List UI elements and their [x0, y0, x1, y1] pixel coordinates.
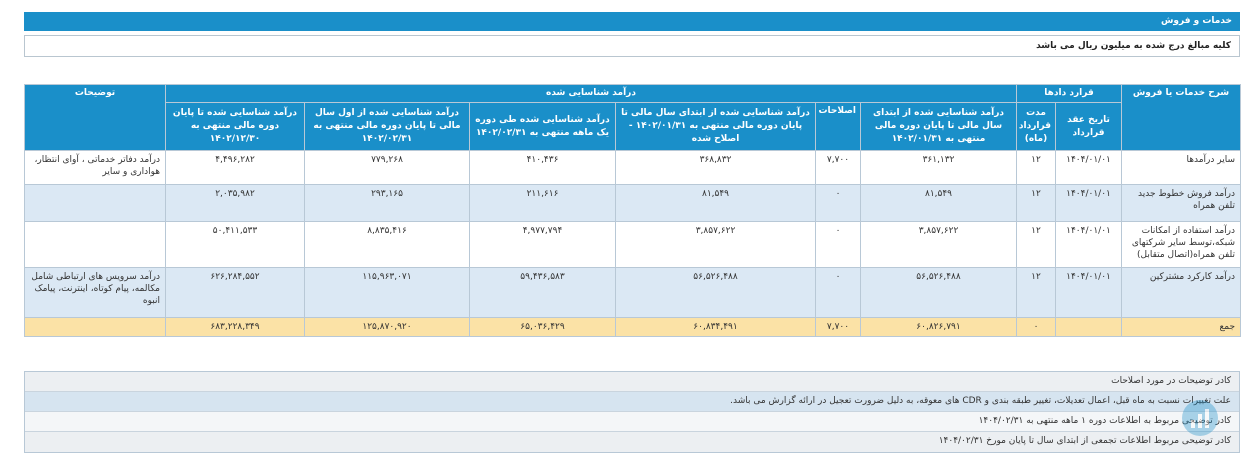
period-notes-title: کادر توضیحی مربوط به اطلاعات دوره ۱ ماهه منتهی به ۱۴۰۴/۰۲/۳۱ [25, 412, 1239, 432]
header-notes: توضیحات [25, 85, 166, 151]
cell-notes [25, 185, 166, 222]
cell-rev-prev-corrected: ۳۶۸,۸۳۲ [616, 151, 816, 185]
cell-rev-ytd: ۸,۸۳۵,۴۱۶ [305, 222, 470, 268]
cell-notes: درآمد دفاتر خدماتی ، آوای انتظار، هوادارى و سایر [25, 151, 166, 185]
header-rev-ytd: درآمد شناسایی شده از اول سال مالی تا پایان دوره مالی منتهی به ۱۴۰۲/۰۲/۳۱ [305, 103, 470, 151]
cell-rev-prev: ۳۶۱,۱۳۲ [861, 151, 1017, 185]
cell-notes: درآمد سرویس های ارتباطی شامل مکالمه، پیام کوتاه، اینترنت، پیامک انبوه [25, 268, 166, 318]
table-row [25, 151, 1241, 185]
section-title: خدمات و فروش [24, 12, 1240, 31]
cell-rev-month: ۴,۹۷۷,۷۹۴ [470, 222, 616, 268]
chart-logo-icon [1180, 398, 1220, 438]
notes-panel [24, 371, 1240, 453]
cell-rev-month: ۵۹,۴۳۶,۵۸۳ [470, 268, 616, 318]
cell-rev-prev: ۵۶,۵۲۶,۴۸۸ [861, 268, 1017, 318]
header-corrections: اصلاحات [816, 103, 861, 151]
table-row [25, 268, 1241, 318]
corrections-notes-title: کادر توضیحات در مورد اصلاحات [25, 372, 1239, 392]
cell-rev-year-end: ۴,۴۹۶,۲۸۲ [166, 151, 305, 185]
table-row [25, 185, 1241, 222]
cell-corrections: ۷,۷۰۰ [816, 151, 861, 185]
cell-total-label: جمع [1122, 318, 1241, 337]
header-service: شرح خدمات یا فروش [1122, 85, 1241, 151]
amount-unit-note: کلیه مبالغ درج شده به میلیون ریال می باشد [24, 35, 1240, 57]
cell-rev-prev-corrected: ۳,۸۵۷,۶۲۲ [616, 222, 816, 268]
cell-duration: ۱۲ [1017, 185, 1056, 222]
cell-contract-date: ۱۴۰۴/۰۱/۰۱ [1056, 185, 1122, 222]
cell-rev-year-end: ۵۰,۴۱۱,۵۳۳ [166, 222, 305, 268]
header-rev-year-end: درآمد شناسایی شده تا پایان دوره مالی منتهی به ۱۴۰۲/۱۲/۳۰ [166, 103, 305, 151]
table-row [25, 222, 1241, 268]
cell-total-rev-prev: ۶۰,۸۲۶,۷۹۱ [861, 318, 1017, 337]
cell-rev-month: ۲۱۱,۶۱۶ [470, 185, 616, 222]
cell-contract-date: ۱۴۰۴/۰۱/۰۱ [1056, 222, 1122, 268]
header-recognized: درآمد شناسایی شده [166, 85, 1017, 103]
cell-service: درآمد استفاده از امکانات شبکه،توسط سایر شرکتهای تلفن همراه(اتصال متقابل) [1122, 222, 1241, 268]
header-contract-duration: مدت قرارداد (ماه) [1017, 103, 1056, 151]
cell-rev-year-end: ۶۲۶,۲۸۴,۵۵۲ [166, 268, 305, 318]
header-rev-prev: درآمد شناسایی شده از ابتدای سال مالی تا پایان دوره مالی منتهی به ۱۴۰۲/۰۱/۳۱ [861, 103, 1017, 151]
header-rev-prev-corrected: درآمد شناسایی شده از ابتدای سال مالی تا پایان دوره مالی منتهی به ۱۴۰۲/۰۱/۳۱ - اصلاح شده [616, 103, 816, 151]
cell-service: سایر درآمدها [1122, 151, 1241, 185]
cell-notes [25, 222, 166, 268]
corrections-notes-text: علت تغییرات نسبت به ماه قبل، اعمال تعدیلات، تغییر طبقه بندی و CDR های معوقه، به دلیل ضرورت تعجیل در ارائه گزارش می باشد. [25, 392, 1239, 412]
cell-rev-ytd: ۲۹۳,۱۶۵ [305, 185, 470, 222]
cell-corrections: ۰ [816, 268, 861, 318]
cell-rev-prev: ۸۱,۵۴۹ [861, 185, 1017, 222]
cell-rev-prev: ۳,۸۵۷,۶۲۲ [861, 222, 1017, 268]
revenue-table [24, 84, 1241, 337]
cell-rev-ytd: ۷۷۹,۲۶۸ [305, 151, 470, 185]
cell-total-contract-date [1056, 318, 1122, 337]
cell-corrections: ۰ [816, 222, 861, 268]
cell-duration: ۱۲ [1017, 268, 1056, 318]
cumulative-notes-title: کادر توضیحی مربوط اطلاعات تجمعی از ابتدای سال تا پایان مورخ ۱۴۰۴/۰۲/۳۱ [25, 432, 1239, 452]
header-contracts: قرارد دادها [1017, 85, 1122, 103]
cell-rev-ytd: ۱۱۵,۹۶۳,۰۷۱ [305, 268, 470, 318]
cell-total-notes [25, 318, 166, 337]
header-rev-month: درآمد شناسایی شده طی دوره یک ماهه منتهی به ۱۴۰۲/۰۲/۳۱ [470, 103, 616, 151]
cell-corrections: ۰ [816, 185, 861, 222]
cell-service: درآمد فروش خطوط جدید تلفن همراه [1122, 185, 1241, 222]
cell-rev-prev-corrected: ۸۱,۵۴۹ [616, 185, 816, 222]
header-contract-date: تاریخ عقد قرارداد [1056, 103, 1122, 151]
cell-duration: ۱۲ [1017, 222, 1056, 268]
cell-duration: ۱۲ [1017, 151, 1056, 185]
cell-rev-prev-corrected: ۵۶,۵۲۶,۴۸۸ [616, 268, 816, 318]
cell-rev-month: ۴۱۰,۴۳۶ [470, 151, 616, 185]
total-row [25, 318, 1241, 337]
cell-total-rev-ytd: ۱۲۵,۸۷۰,۹۲۰ [305, 318, 470, 337]
cell-contract-date: ۱۴۰۴/۰۱/۰۱ [1056, 268, 1122, 318]
cell-service: درآمد کارکرد مشترکین [1122, 268, 1241, 318]
cell-total-rev-month: ۶۵,۰۳۶,۴۲۹ [470, 318, 616, 337]
cell-total-corrections: ۷,۷۰۰ [816, 318, 861, 337]
cell-total-rev-year-end: ۶۸۳,۲۲۸,۳۴۹ [166, 318, 305, 337]
cell-rev-year-end: ۲,۰۳۵,۹۸۲ [166, 185, 305, 222]
cell-contract-date: ۱۴۰۴/۰۱/۰۱ [1056, 151, 1122, 185]
cell-total-duration: ۰ [1017, 318, 1056, 337]
cell-total-rev-prev-corrected: ۶۰,۸۳۴,۴۹۱ [616, 318, 816, 337]
